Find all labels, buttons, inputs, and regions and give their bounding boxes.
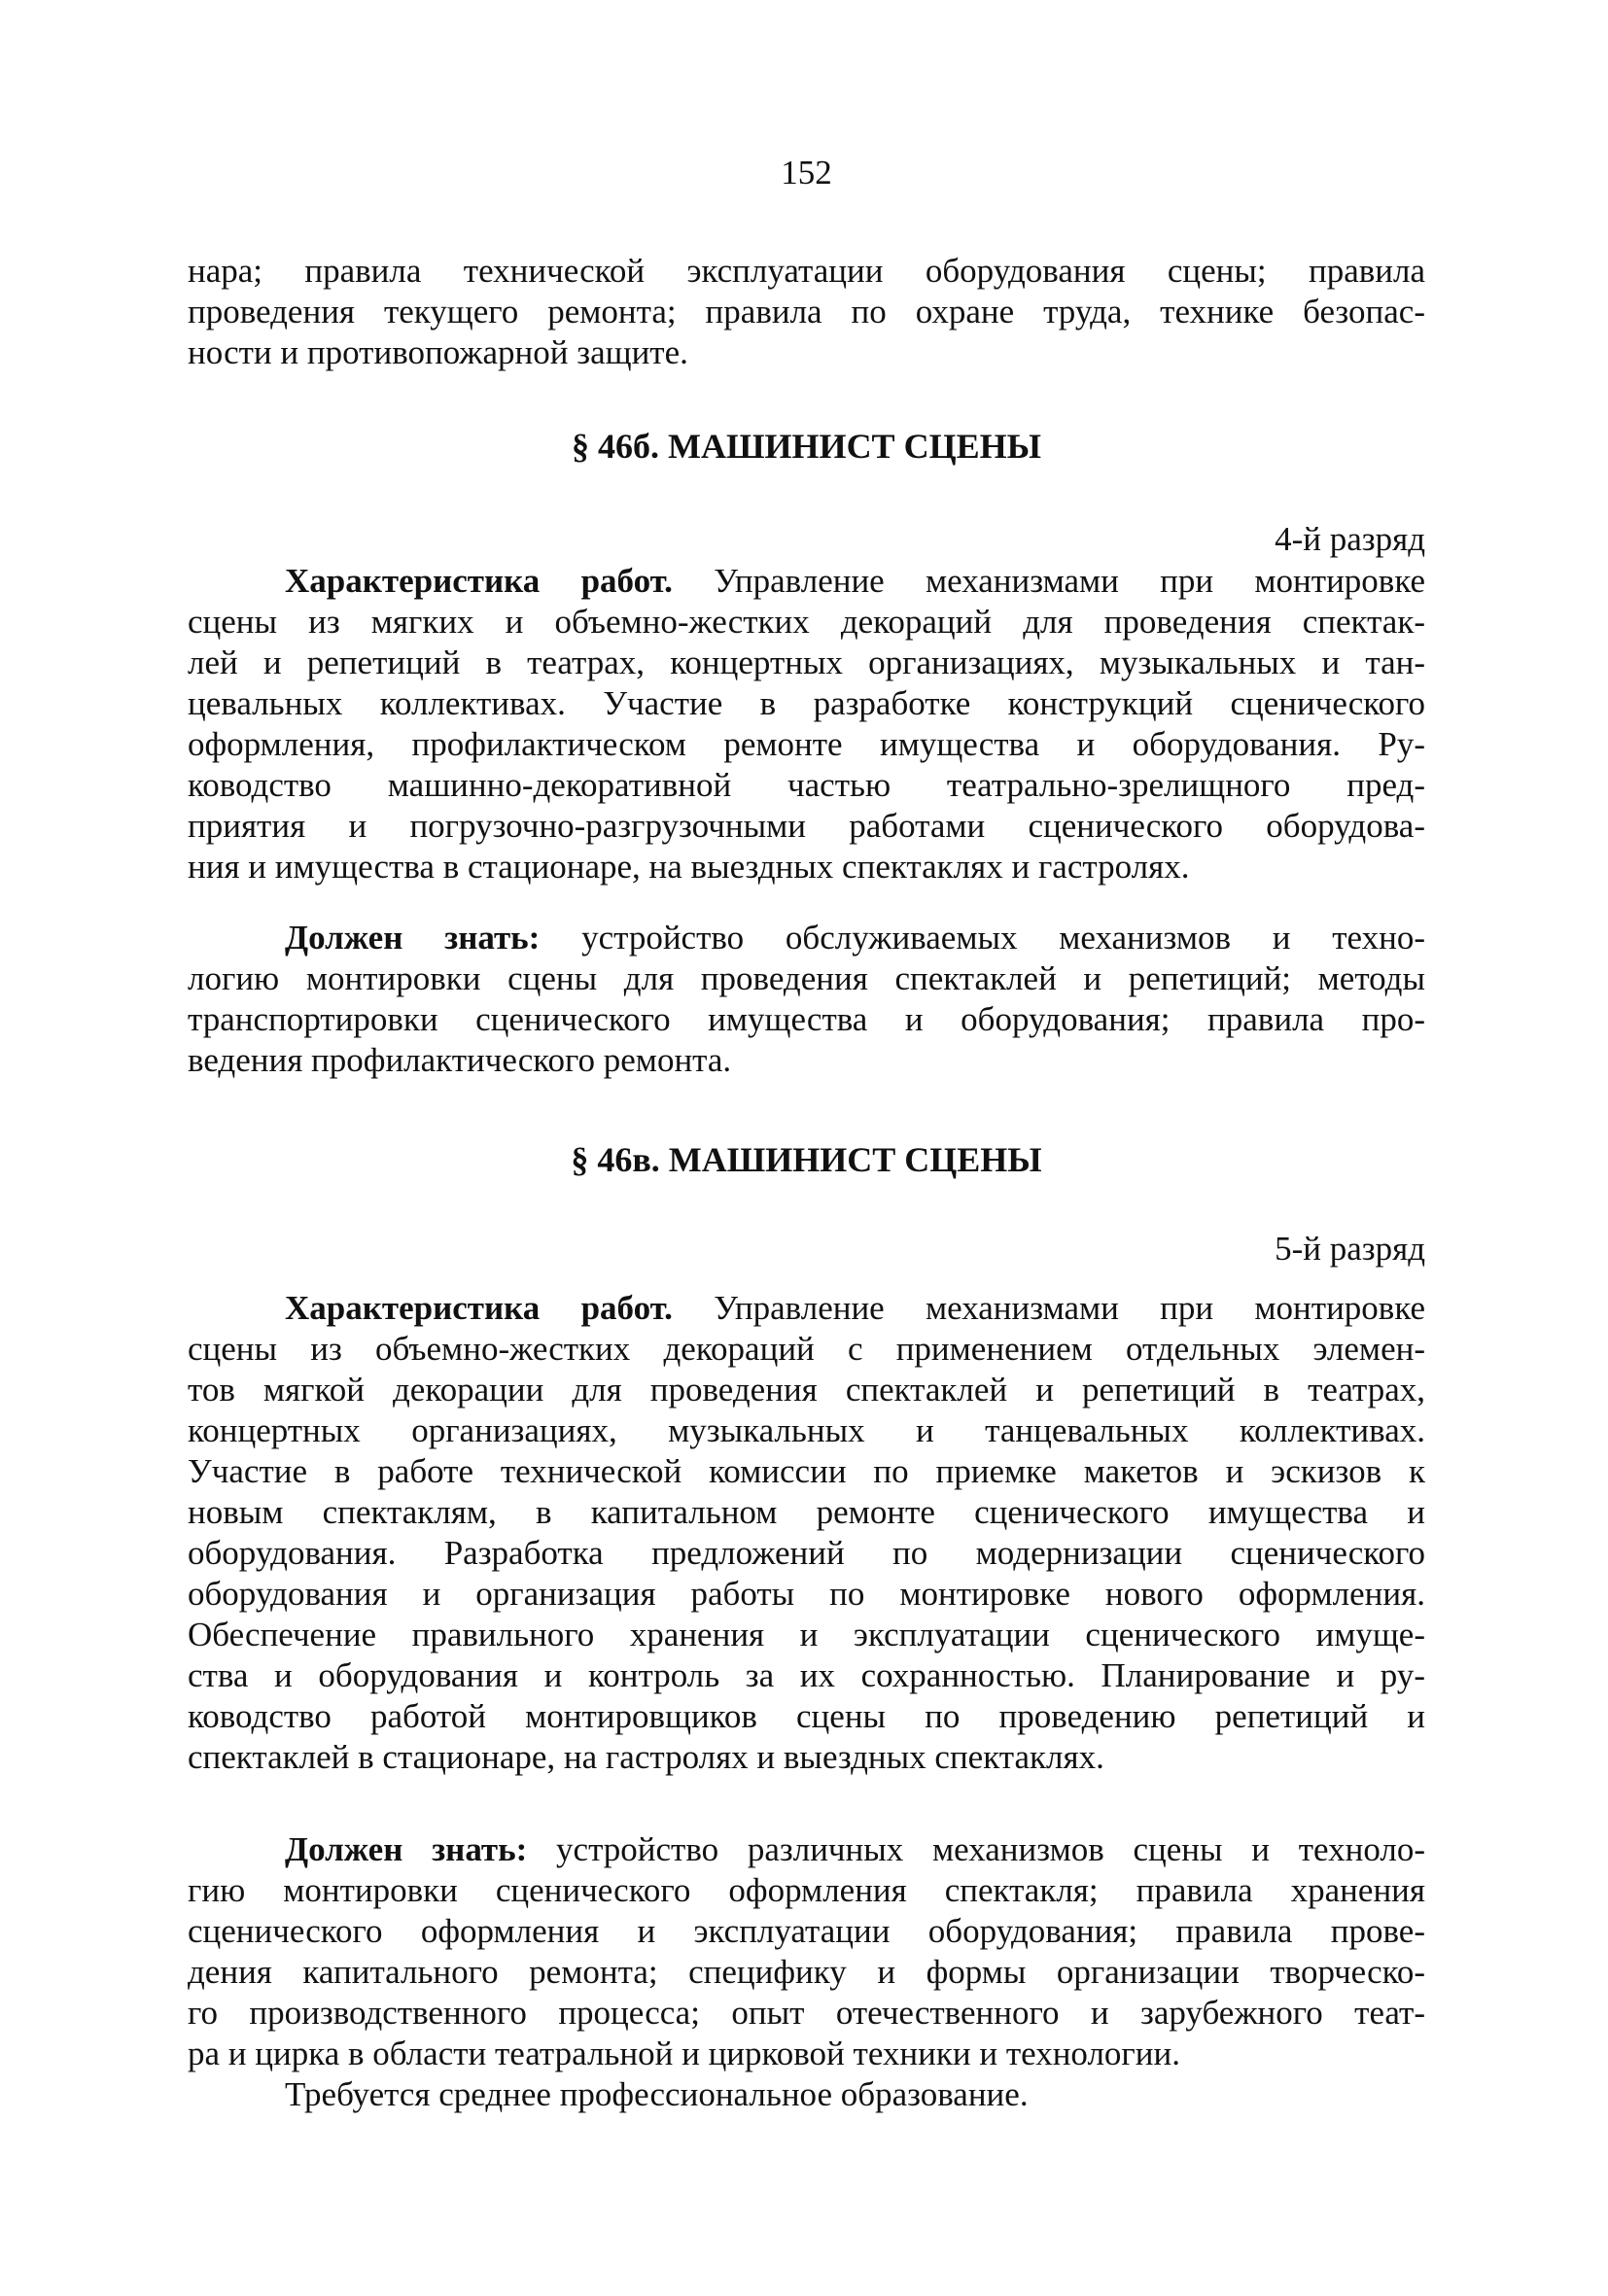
text-line: ности и противопожарной защите.	[188, 333, 688, 371]
text-line: ства и оборудования и контроль за их сохранностью. Планирование и ру-	[188, 1656, 1425, 1694]
page-number: 152	[781, 154, 832, 191]
text-line: сценического оформления и эксплуатации оборудования; правила прове-	[188, 1912, 1425, 1950]
text-line: ведения профилактического ремонта.	[188, 1041, 732, 1079]
text-line: устройство различных механизмов сцены и техноло-	[527, 1830, 1425, 1868]
section-heading: § 46в. МАШИНИСТ СЦЕНЫ	[571, 1140, 1042, 1179]
text-line: тов мягкой декорации для проведения спектаклей и репетиций в театрах,	[188, 1371, 1425, 1409]
text-line: устройство обслуживаемых механизмов и техно-	[540, 919, 1425, 957]
text-line: сцены из объемно-жестких декораций с применением отдельных элемен-	[188, 1330, 1425, 1368]
text-line: оборудования. Разработка предложений по модернизации сценического	[188, 1534, 1425, 1572]
text-line: приятия и погрузочно-разгрузочными работами сценического оборудова-	[188, 807, 1425, 845]
text-line: Обеспечение правильного хранения и эксплуатации сценического имуще-	[188, 1616, 1425, 1653]
education-requirement: Требуется среднее профессиональное образование.	[285, 2075, 1029, 2113]
text-line: го производственного процесса; опыт отечественного и зарубежного теат-	[188, 1994, 1425, 2032]
text-line: оборудования и организация работы по монтировке нового оформления.	[188, 1575, 1425, 1613]
knowledge-requirements	[188, 918, 1425, 1081]
knowledge-requirements	[188, 1829, 1425, 2115]
know-label: Должен знать:	[285, 1830, 528, 1868]
text-line: цевальных коллективах. Участие в разработке конструкций сценического	[188, 684, 1425, 722]
section-heading: § 46б. МАШИНИСТ СЦЕНЫ	[572, 427, 1041, 466]
grade-label: 4-й разряд	[1275, 520, 1425, 558]
work-characteristics	[188, 561, 1425, 887]
work-characteristics	[188, 1288, 1425, 1778]
work-label: Характеристика работ.	[285, 1289, 673, 1327]
text-line: логию монтировки сцены для проведения спектаклей и репетиций; методы	[188, 959, 1425, 997]
text-line: гию монтировки сценического оформления спектакля; правила хранения	[188, 1871, 1425, 1909]
text-line: ководство машинно-декоративной частью театрально-зрелищного пред-	[188, 766, 1425, 804]
work-label: Характеристика работ.	[285, 562, 673, 600]
text-line: Управление механизмами при монтировке	[672, 1289, 1425, 1327]
text-line: нара; правила технической эксплуатации оборудования сцены; правила	[188, 252, 1425, 290]
text-line: новым спектаклям, в капитальном ремонте сценического имущества и	[188, 1493, 1425, 1531]
text-line: оформления, профилактическом ремонте имущества и оборудования. Ру-	[188, 725, 1425, 763]
text-line: дения капитального ремонта; специфику и формы организации творческо-	[188, 1953, 1425, 1991]
text-line: ководство работой монтировщиков сцены по проведению репетиций и	[188, 1697, 1425, 1735]
text-line: лей и репетиций в театрах, концертных организациях, музыкальных и тан-	[188, 644, 1425, 681]
text-line: ра и цирка в области театральной и цирковой техники и технологии.	[188, 2035, 1180, 2072]
text-line: Участие в работе технической комиссии по приемке макетов и эскизов к	[188, 1452, 1425, 1490]
text-line: сцены из мягких и объемно-жестких декораций для проведения спектак-	[188, 603, 1425, 641]
text-line: Управление механизмами при монтировке	[672, 562, 1425, 600]
text-line: ния и имущества в стационаре, на выездных спектаклях и гастролях.	[188, 848, 1190, 886]
know-label: Должен знать:	[285, 919, 541, 957]
text-line: спектаклей в стационаре, на гастролях и выездных спектаклях.	[188, 1738, 1104, 1776]
text-line: концертных организациях, музыкальных и танцевальных коллективах.	[188, 1411, 1425, 1449]
text-line: проведения текущего ремонта; правила по охране труда, технике безопас-	[188, 293, 1425, 330]
intro-paragraph	[188, 251, 1425, 373]
grade-label: 5-й разряд	[1275, 1230, 1425, 1268]
text-line: транспортировки сценического имущества и оборудования; правила про-	[188, 1000, 1425, 1038]
